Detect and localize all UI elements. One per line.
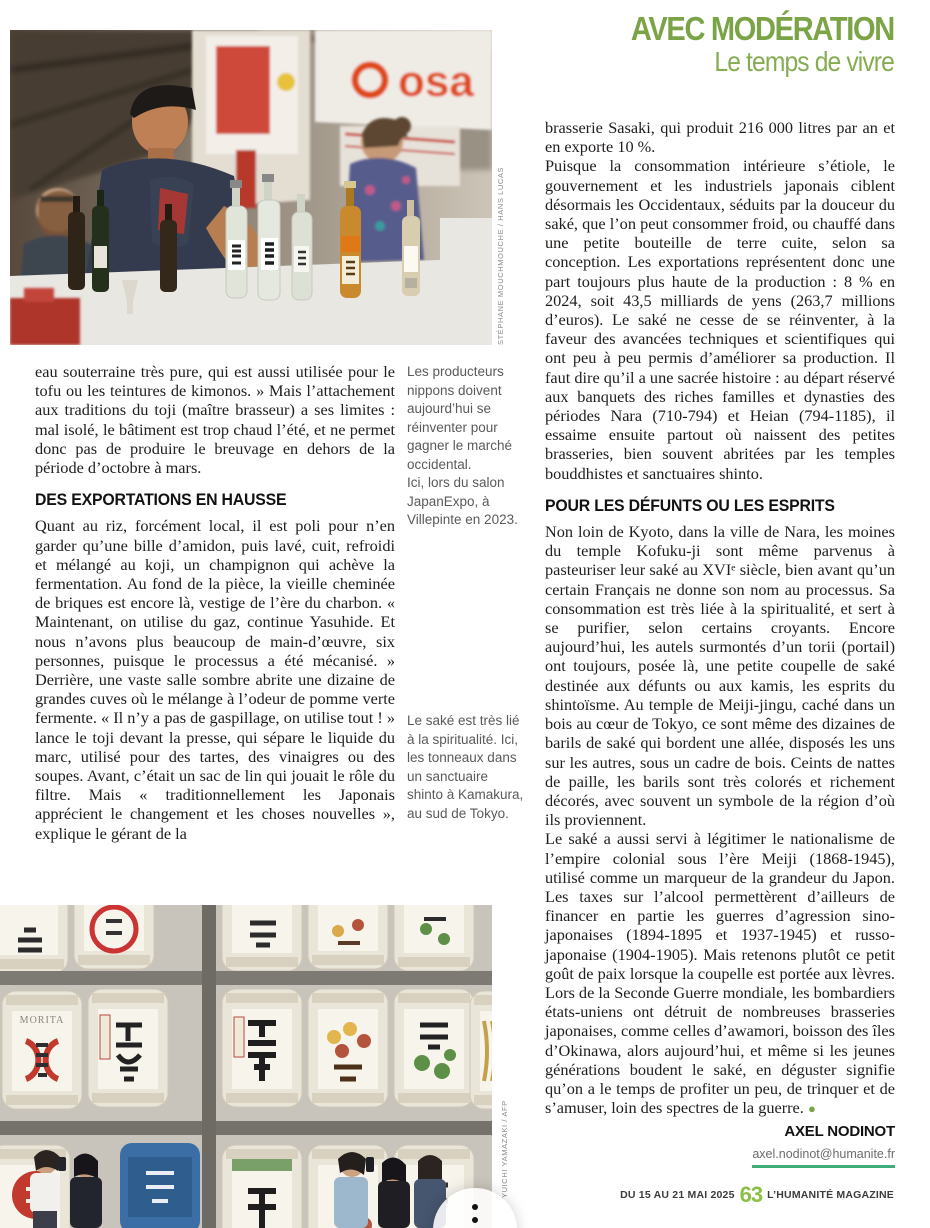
body-paragraph: brasserie Sasaki, qui produit 216 000 litres par an et en exporte 10 %. <box>545 118 895 157</box>
magazine-name: L’HUMANITÉ MAGAZINE <box>767 1189 894 1201</box>
section-header <box>595 12 894 76</box>
page-footer <box>620 1182 894 1208</box>
page-number: 63 <box>739 1182 763 1207</box>
caption-text: Ici, lors du salon JapanExpo, à Villepinte en 2023. <box>407 475 518 527</box>
selfie-visitors-right <box>334 1152 446 1228</box>
issue-date: DU 15 AU 21 MAI 2025 <box>620 1189 735 1201</box>
shelf-beam <box>0 1121 492 1135</box>
section-subhead-spirits: POUR LES DÉFUNTS OU LES ESPRITS <box>545 496 835 515</box>
section-subhead-exports: DES EXPORTATIONS EN HAUSSE <box>35 491 287 510</box>
author-email-link[interactable]: axel.nodinot@humanite.fr <box>752 1145 895 1168</box>
top-photo-credit: STÉPHANE MOUCHMOUCHE / HANS LUCAS <box>496 166 505 345</box>
shelf-beam <box>0 971 492 985</box>
right-column <box>545 118 895 1168</box>
bottom-photo <box>0 905 492 1228</box>
shelf-post <box>202 905 216 1228</box>
bottom-photo-illustration <box>0 905 492 1228</box>
body-paragraph: Le saké a aussi servi à légitimer le nationalisme de l’empire colonial sous l’ère Meiji (1868-1945), utilisé comme un marqueur de la grandeur du Japon. Les taxes sur l’alcool permettèrent d’ailleurs de financer en partie les guerres d’agression sino-japonaises (1894-1895 et 1937-1945) et russo-japonaise (1904-1905). Mais retenons plutôt ce petit goût de paix lorsque la coupelle est portée aux lèvres. Lors de la Seconde Guerre mondiale, les bombardiers états-uniens ont détruit de nombreuses brasseries japonaises, comme celles d’awamori, boisson des îles d’Okinawa, alors aujourd’hui, et même si les jeunes générations boudent le saké, en déguster signifie qu’on a le temps de profiter un peu, de trinquer et de s’amuser, loin des spectres de la guerre. ● <box>545 829 895 1118</box>
barrel-row-main <box>2 989 492 1109</box>
osaka-banner-text: osa <box>398 57 474 106</box>
caption-japanexpo <box>407 363 525 530</box>
body-paragraph: Puisque la consommation intérieure s’étiole, le gouvernement et les industriels japonais ciblent désormais les Occidentaux, séduits par la douceur du saké, que l’on peut consommer froid, ou chauffé dans une petite bouteille de terre cuite, selon sa conception. Les exportations représentent donc une part toujours plus haute de la production : 8 % en 2024, soit 43,5 milliards de yens (263,7 millions d’euros). Le saké ne cesse de se réinventer, à la faveur des avancées techniques et scientifiques qui ont peu à peu permis d’améliorer sa production. Il faut dire qu’il a une sacrée histoire : au départ réservé aux banquets des riches familles et dynasties des périodes Nara (710-794) et Heian (794-1185), il essaime ensuite partout où naissent des petites brasseries, bien souvent abritées par les temples bouddhistes et sanctuaires shinto. <box>545 156 895 483</box>
caption-kamakura <box>407 712 525 823</box>
left-column <box>35 362 395 843</box>
body-paragraph: Non loin de Kyoto, dans la ville de Nara, les moines du temple Kofuku-ji sont même parvenus à pasteuriser leur saké au XVIᵉ siècle, bien avant qu’un certain Français ne donne son nom au processus. Sa consommation est très liée à la spiritualité, et sert à se purifier, selon certains croyants. Encore aujourd’hui, les autels surmontés d’un torii (portail) ont toujours, posée là, une petite coupelle de saké destinée aux défunts ou aux kamis, les esprits du shintoïsme. Au temple de Meiji-jingu, caché dans un bois au cœur de Tokyo, ce sont même des dizaines de barils de saké qui bordent une allée, disposés les uns sur les autres, sous un cadre de bois. Ceints de nattes de paille, les barils sont très colorés et richement décorés, avec souvent un symbole de la région d’où ils proviennent. <box>545 522 895 830</box>
section-title: AVEC MODÉRATION <box>630 10 894 47</box>
caption-text: Le saké est très lié à la spiritualité. Ici, les tonneaux dans un sanctuaire shinto à Kamakura, au sud de Tokyo. <box>407 713 524 821</box>
body-paragraph: Quant au riz, forcément local, il est poli pour n’en garder qu’une bille d’amidon, puis lavé, cuit, refroidi et mélangé au koji, un champignon qui achève la fermentation. Au fond de la pièce, la vieille cheminée de briques est encore là, vestige de l’ère du charbon. « Maintenant, on utilise du gaz, continue Yasuhide. Et nous n’avons plus beaucoup de main-d’œuvre, six personnes, puisque le processus a été mécanisé. » Derrière, une vaste salle sombre abrite une dizaine de grandes cuves où le mélange à l’odeur de pomme verte fermente. « Il n’y a pas de gaspillage, on utilise tout ! » lance le toji devant la presse, qui sépare le liquide du marc, utilisé pour des tartes, des vinaigres ou des soupes. Avant, c’était un sac de lin qui jouait le rôle du filtre. Mais « traditionnellement les Japonais apprécient le changement et les choses nouvelles », explique le gérant de la <box>35 516 395 843</box>
end-of-article-bullet: ● <box>807 1101 816 1117</box>
barrel-brand-text: MORITA <box>19 1015 65 1026</box>
bottom-photo-credit: YUICHI YAMAZAKI / AFP <box>500 1100 509 1198</box>
body-paragraph: eau souterraine très pure, qui est aussi utilisée pour le tofu ou les teintures de kimonos. » Mais l’attachement aux traditions du toji (maître brasseur) a ses limites : mal isolé, le bâtiment est trop chaud l’été, et ne permet donc pas de produire le breuvage en dehors de la période d’octobre à mars. <box>35 362 395 478</box>
section-subtitle: Le temps de vivre <box>714 46 894 77</box>
top-photo <box>10 30 492 345</box>
kebab-dot-icon <box>472 1204 478 1210</box>
kebab-dot-icon <box>472 1217 478 1223</box>
top-photo-illustration <box>10 30 492 345</box>
author-byline: AXEL NODINOT <box>784 1123 895 1141</box>
caption-text: Les producteurs nippons doivent aujourd’hui se réinventer pour gagner le marché occidental. <box>407 364 513 472</box>
